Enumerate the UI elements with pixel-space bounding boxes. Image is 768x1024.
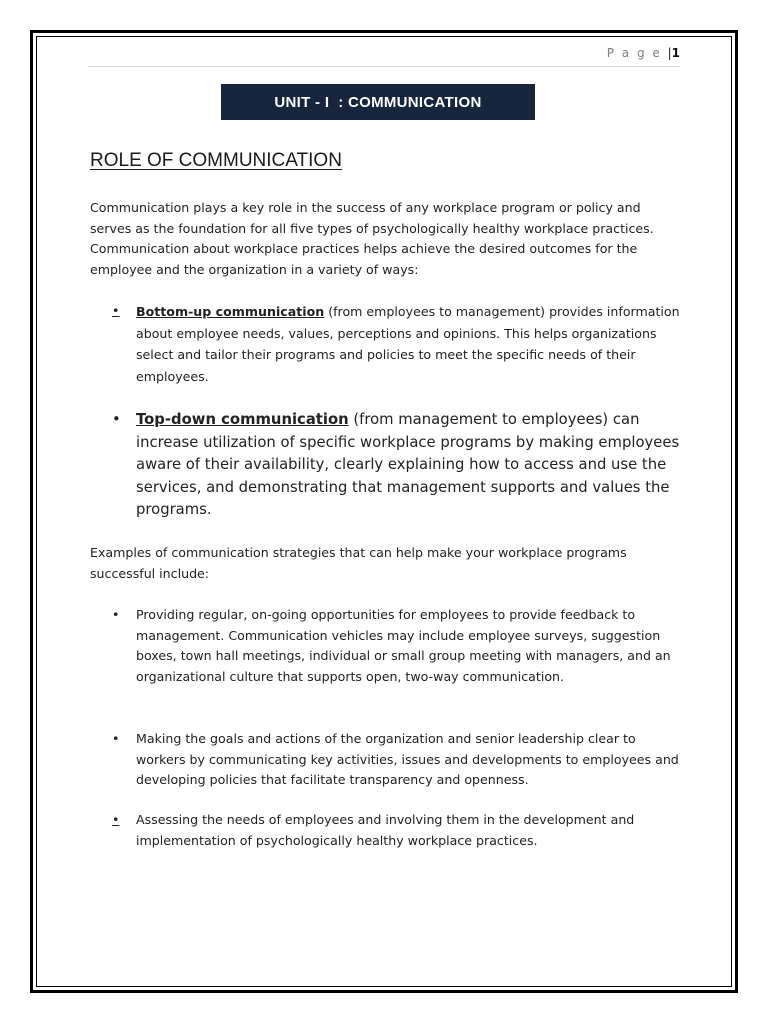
unit-banner [221,84,535,120]
intro-paragraph: Communication plays a key role in the success of any workplace program or policy and serves as the foundation for all five types of psychologically healthy workplace practices. Communication about workplace practices helps achieve the desired outcomes for the employee and the organization in a variety of ways: [90,200,654,277]
unit-title: UNIT - I : COMMUNICATION [274,93,482,111]
term-description: (from employees to management) provides information about employee needs, values, perceptions and opinions. This helps organizations select and tailor their programs and policies to meet the specific needs of their employees. [136,304,680,384]
list-item-bottom-up [112,301,682,387]
section-heading: ROLE OF COMMUNICATION [90,150,342,171]
list-item-strategy-needs [112,810,682,851]
list-item-top-down [112,409,682,522]
list-item-text: Providing regular, on-going opportunities for employees to provide feedback to management. Communication vehicles may include employee surveys, suggestion boxes, town hall meetings, individual or small group meeting with managers, and an organizational culture that supports open, two-way communication. [136,607,671,684]
bullet-icon: • [112,607,120,622]
list-item-text [136,409,682,522]
bullet-icon: • [112,812,120,827]
term-description: (from management to employees) can increase utilization of specific workplace programs by making employees aware of their availability, clearly explaining how to access and use the services, and demonstrating that management supports and values the programs. [136,411,680,519]
page-header [88,46,680,67]
term-bottom-up: Bottom-up communication [136,304,325,319]
bullet-icon: • [112,731,120,746]
list-item-text: Making the goals and actions of the organization and senior leadership clear to workers by communicating key activities, issues and developments to employees and developing policies that facilitate transparency and openness. [136,731,679,787]
bullet-icon: • [112,303,120,318]
bullet-icon: • [112,411,121,428]
page-label: P a g e [606,46,662,60]
list-item-text: Assessing the needs of employees and involving them in the development and implementation of psychologically healthy workplace practices. [136,812,635,848]
list-item-strategy-goals [112,729,682,791]
examples-intro: Examples of communication strategies that can help make your workplace programs successful include: [90,545,627,581]
list-item-strategy-feedback [112,605,682,687]
page-number: 1 [671,46,680,60]
term-top-down: Top-down communication [136,411,349,428]
page-separator: | [667,46,672,60]
list-item-text [136,301,682,387]
